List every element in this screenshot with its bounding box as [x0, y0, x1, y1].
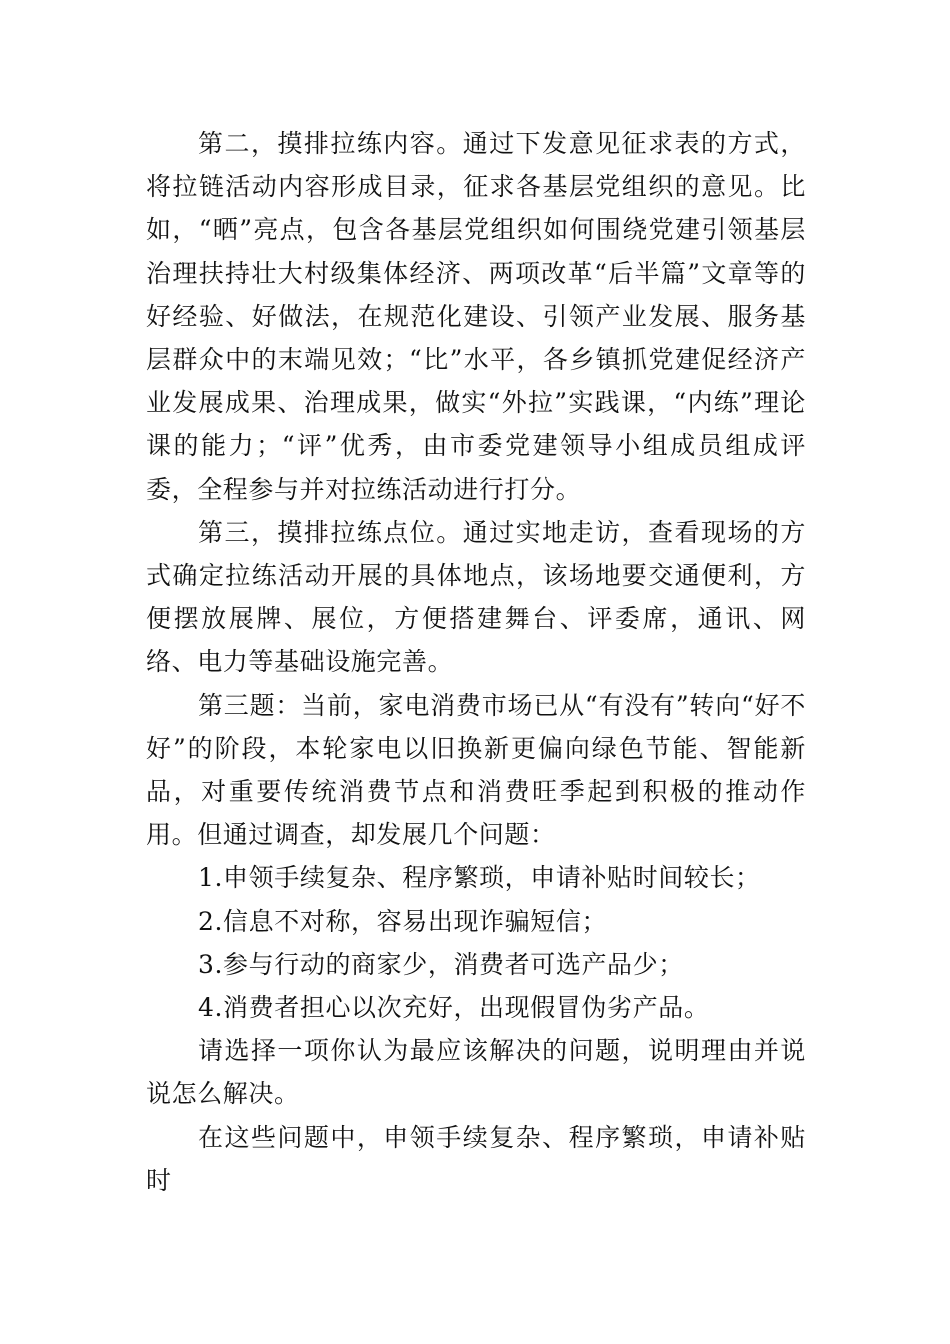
paragraph-answer-start: 在这些问题中，申领手续复杂、程序繁琐，申请补贴时	[146, 1122, 806, 1195]
list-item-problem-3: 3.参与行动的商家少，消费者可选产品少；	[198, 949, 684, 979]
paragraph-instruction: 请选择一项你认为最应该解决的问题，说明理由并说说怎么解决。	[146, 1036, 806, 1109]
list-item-problem-2: 2.信息不对称，容易出现诈骗短信；	[198, 906, 608, 936]
document-body	[146, 122, 806, 1202]
list-item-problem-1: 1.申领手续复杂、程序繁琐，申请补贴时间较长；	[198, 863, 761, 893]
list-item-problem-4: 4.消费者担心以次充好，出现假冒伪劣产品。	[198, 993, 710, 1023]
paragraph-section-two: 第二，摸排拉练内容。通过下发意见征求表的方式，将拉链活动内容形成目录，征求各基层党组织的意见。比如，“晒”亮点，包含各基层党组织如何围绕党建引领基层治理扶持壮大村级集体经济、两项改革“后半篇”文章等的好经验、好做法，在规范化建设、引领产业发展、服务基层群众中的末端见效；“比”水平，各乡镇抓党建促经济产业发展成果、治理成果，做实“外拉”实践课，“内练”理论课的能力；“评”优秀，由市委党建领导小组成员组成评委，全程参与并对拉练活动进行打分。	[146, 129, 806, 504]
paragraph-question-three: 第三题：当前，家电消费市场已从“有没有”转向“好不好”的阶段，本轮家电以旧换新更偏向绿色节能、智能新品，对重要传统消费节点和消费旺季起到积极的推动作用。但通过调查，却发展几个问题：	[146, 690, 806, 850]
paragraph-section-three: 第三，摸排拉练点位。通过实地走访，查看现场的方式确定拉练活动开展的具体地点，该场地要交通便利，方便摆放展牌、展位，方便搭建舞台、评委席，通讯、网络、电力等基础设施完善。	[146, 517, 806, 677]
